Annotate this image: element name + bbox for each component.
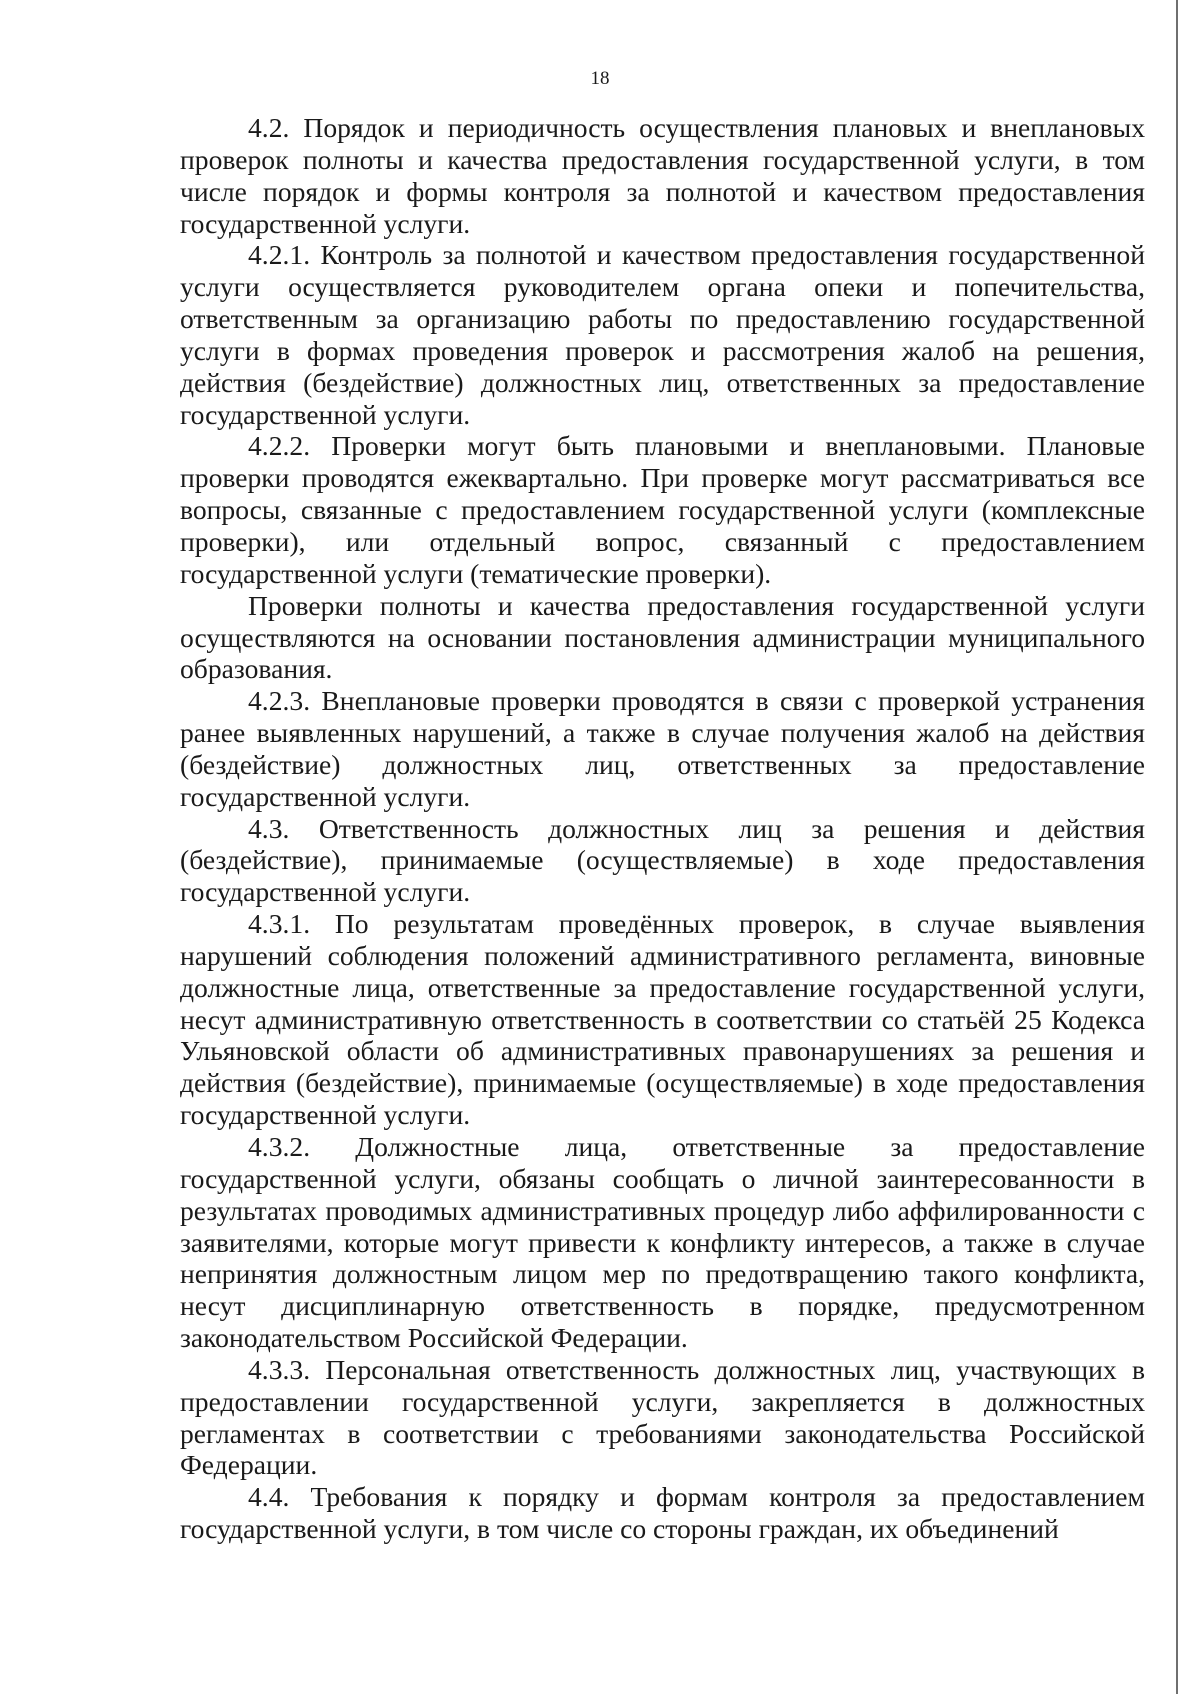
paragraph-4-3-2: 4.3.2. Должностные лица, ответственные за предоставление государственной услуги, обязаны сообщать о личной заинтересованности в результатах проводимых административных процедур либо аффилированности с заявителями, которые могут привести к конфликту интересов, а также в случае непринятия должностным лицом мер по предотвращению такого конфликта, несут дисциплинарную ответственность в порядке, предусмотренном законодательством Российской Федерации. [180, 1131, 1145, 1354]
document-body [180, 112, 1145, 1545]
paragraph-4-3: 4.3. Ответственность должностных лиц за решения и действия (бездействие), принимаемые (осуществляемые) в ходе предоставления государственной услуги. [180, 812, 1145, 908]
paragraph-4-2: 4.2. Порядок и периодичность осуществления плановых и внеплановых проверок полноты и качества предоставления государственной услуги, в том числе порядок и формы контроля за полнотой и качеством предоставления государственной услуги. [180, 112, 1145, 239]
paragraph-4-4: 4.4. Требования к порядку и формам контроля за предоставлением государственной услуги, в том числе со стороны граждан, их объединений [180, 1481, 1145, 1545]
paragraph-4-2-2: 4.2.2. Проверки могут быть плановыми и внеплановыми. Плановые проверки проводятся ежеквартально. При проверке могут рассматриваться все вопросы, связанные с предоставлением государственной услуги (комплексные проверки), или отдельный вопрос, связанный с предоставлением государственной услуги (тематические проверки). [180, 430, 1145, 589]
page-number: 18 [590, 68, 610, 89]
paragraph-4-2-3: 4.2.3. Внеплановые проверки проводятся в связи с проверкой устранения ранее выявленных нарушений, а также в случае получения жалоб на действия (бездействие) должностных лиц, ответственных за предоставление государственной услуги. [180, 685, 1145, 812]
page-edge-divider [1176, 0, 1178, 1694]
paragraph-checks-basis: Проверки полноты и качества предоставления государственной услуги осуществляются на основании постановления администрации муниципального образования. [180, 589, 1145, 685]
paragraph-4-3-1: 4.3.1. По результатам проведённых проверок, в случае выявления нарушений соблюдения положений административного регламента, виновные должностные лица, ответственные за предоставление государственной услуги, несут административную ответственность в соответствии со статьёй 25 Кодекса Ульяновской области об административных правонарушениях за решения и действия (бездействие), принимаемые (осуществляемые) в ходе предоставления государственной услуги. [180, 908, 1145, 1131]
paragraph-4-2-1: 4.2.1. Контроль за полнотой и качеством предоставления государственной услуги осуществляется руководителем органа опеки и попечительства, ответственным за организацию работы по предоставлению государственной услуги в формах проведения проверок и рассмотрения жалоб на решения, действия (бездействие) должностных лиц, ответственных за предоставление государственной услуги. [180, 239, 1145, 430]
paragraph-4-3-3: 4.3.3. Персональная ответственность должностных лиц, участвующих в предоставлении государственной услуги, закрепляется в должностных регламентах в соответствии с требованиями законодательства Российской Федерации. [180, 1353, 1145, 1481]
